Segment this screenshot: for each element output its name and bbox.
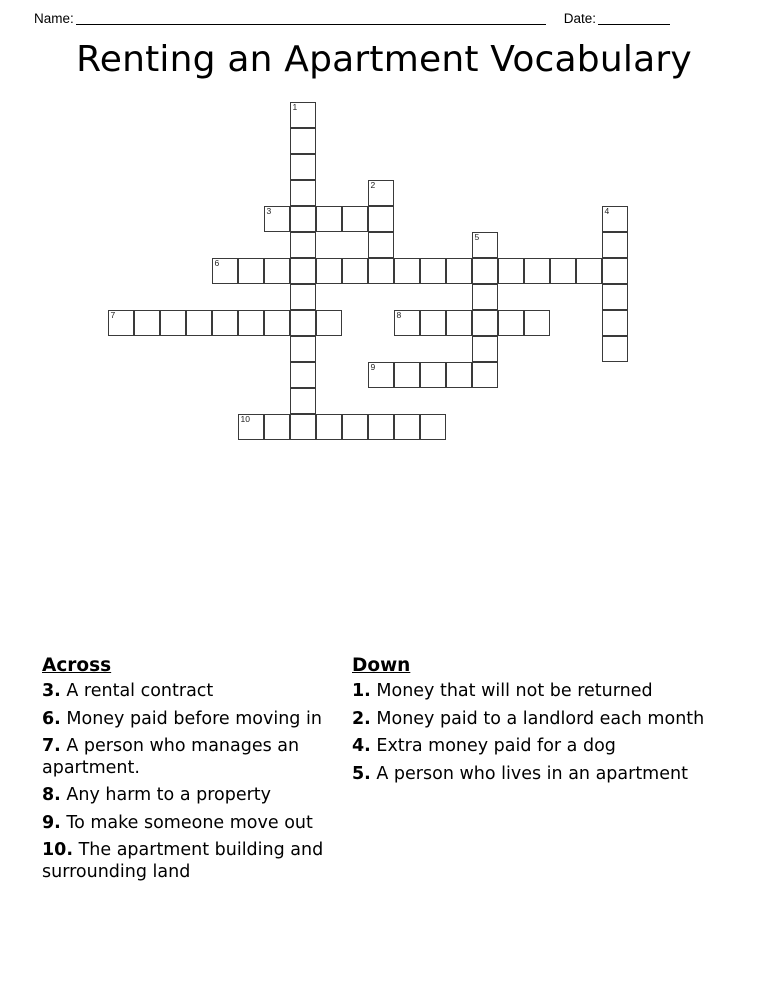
crossword-cell[interactable] <box>290 388 316 414</box>
crossword-cell[interactable] <box>472 232 498 258</box>
crossword-cell[interactable] <box>368 258 394 284</box>
crossword-cell[interactable] <box>212 310 238 336</box>
clue-text: Extra money paid for a dog <box>370 736 616 756</box>
crossword-cell[interactable] <box>446 258 472 284</box>
crossword-cell[interactable] <box>524 310 550 336</box>
page-title: Renting an Apartment Vocabulary <box>76 39 692 80</box>
crossword-cell[interactable] <box>290 414 316 440</box>
crossword-cell[interactable] <box>316 414 342 440</box>
crossword-cell[interactable] <box>160 310 186 336</box>
clue-text: Money that will not be returned <box>370 681 653 701</box>
crossword-cell-number: 7 <box>110 310 116 320</box>
clue-text: Money paid before moving in <box>60 708 322 729</box>
crossword-cell[interactable] <box>420 362 446 388</box>
clue-across-7 <box>42 736 346 779</box>
crossword-cell[interactable] <box>264 206 290 232</box>
clue-down-2 <box>352 709 726 731</box>
crossword-cell[interactable] <box>290 362 316 388</box>
clues-section <box>0 655 768 889</box>
clue-number: 4. <box>352 736 371 756</box>
crossword-cell-number: 9 <box>370 362 376 372</box>
crossword-cell-number: 5 <box>474 232 480 242</box>
crossword-cell[interactable] <box>290 336 316 362</box>
clue-text: To make someone move out <box>60 812 313 833</box>
down-clue-list <box>352 681 726 785</box>
crossword-cell[interactable] <box>342 258 368 284</box>
clue-text: Any harm to a property <box>60 785 272 805</box>
clue-down-4 <box>352 736 726 758</box>
crossword-cell[interactable] <box>212 258 238 284</box>
crossword-cell[interactable] <box>264 414 290 440</box>
clue-text: A person who manages an apartment. <box>42 736 300 778</box>
crossword-cell[interactable] <box>576 258 602 284</box>
clue-across-6 <box>42 709 346 731</box>
crossword-cell-number: 2 <box>370 180 376 190</box>
crossword-cell[interactable] <box>134 310 160 336</box>
across-clues-column <box>0 655 346 889</box>
crossword-cell[interactable] <box>394 414 420 440</box>
crossword-cell[interactable] <box>342 206 368 232</box>
crossword-cell[interactable] <box>368 362 394 388</box>
crossword-cell[interactable] <box>602 284 628 310</box>
crossword-cell[interactable] <box>238 310 264 336</box>
crossword-cell[interactable] <box>524 258 550 284</box>
crossword-cell[interactable] <box>368 232 394 258</box>
crossword-cell[interactable] <box>238 414 264 440</box>
clue-text: A person who lives in an apartment <box>370 763 688 784</box>
clue-across-8 <box>42 785 346 807</box>
clue-down-5 <box>352 764 726 786</box>
crossword-cell[interactable] <box>420 414 446 440</box>
crossword-cell[interactable] <box>472 284 498 310</box>
crossword-cell[interactable] <box>446 310 472 336</box>
crossword-cell[interactable] <box>602 258 628 284</box>
across-clue-list <box>42 681 346 883</box>
crossword-grid <box>0 0 768 480</box>
crossword-cell[interactable] <box>290 232 316 258</box>
crossword-cell-number: 10 <box>240 414 250 424</box>
clue-number: 8. <box>42 785 61 805</box>
clue-number: 3. <box>42 681 61 701</box>
crossword-cell[interactable] <box>602 232 628 258</box>
clue-number: 1. <box>352 681 371 701</box>
clue-text: The apartment building and surrounding land <box>42 840 324 882</box>
crossword-cell[interactable] <box>602 336 628 362</box>
crossword-cell[interactable] <box>446 362 472 388</box>
crossword-cell-number: 1 <box>292 102 298 112</box>
clue-number: 10. <box>42 840 74 860</box>
across-heading: Across <box>42 655 112 676</box>
crossword-cell[interactable] <box>394 258 420 284</box>
crossword-cell[interactable] <box>394 362 420 388</box>
clue-number: 6. <box>42 708 61 729</box>
down-heading: Down <box>352 655 411 676</box>
clue-across-10 <box>42 840 346 883</box>
clue-text: A rental contract <box>60 681 214 701</box>
crossword-cell[interactable] <box>472 258 498 284</box>
crossword-cell[interactable] <box>290 284 316 310</box>
down-clues-column <box>346 655 726 791</box>
crossword-cell[interactable] <box>290 258 316 284</box>
crossword-cell[interactable] <box>602 310 628 336</box>
clue-number: 2. <box>352 708 371 729</box>
crossword-cell-number: 8 <box>396 310 402 320</box>
crossword-cell[interactable] <box>316 310 342 336</box>
clue-across-9 <box>42 813 346 835</box>
crossword-cell-number: 6 <box>214 258 220 268</box>
crossword-cell-number: 3 <box>266 206 272 216</box>
crossword-cell[interactable] <box>290 102 316 128</box>
crossword-cell[interactable] <box>316 258 342 284</box>
clue-down-1 <box>352 681 726 703</box>
crossword-cell[interactable] <box>108 310 134 336</box>
crossword-cell[interactable] <box>472 336 498 362</box>
name-label: Name: <box>34 11 74 26</box>
crossword-cell[interactable] <box>368 206 394 232</box>
crossword-cell[interactable] <box>498 258 524 284</box>
crossword-cell[interactable] <box>498 310 524 336</box>
crossword-cell[interactable] <box>394 310 420 336</box>
crossword-cell[interactable] <box>316 206 342 232</box>
crossword-cell[interactable] <box>420 310 446 336</box>
crossword-cell[interactable] <box>290 128 316 154</box>
clue-across-3 <box>42 681 346 703</box>
clue-text: Money paid to a landlord each month <box>370 708 705 729</box>
crossword-cell[interactable] <box>472 362 498 388</box>
crossword-cell[interactable] <box>264 310 290 336</box>
crossword-cell[interactable] <box>290 180 316 206</box>
crossword-cell[interactable] <box>186 310 212 336</box>
crossword-cell[interactable] <box>420 258 446 284</box>
crossword-cell-number: 4 <box>604 206 610 216</box>
crossword-cell[interactable] <box>342 414 368 440</box>
clue-number: 5. <box>352 763 371 784</box>
crossword-cell[interactable] <box>602 206 628 232</box>
crossword-cell[interactable] <box>264 258 290 284</box>
crossword-cell[interactable] <box>290 206 316 232</box>
crossword-cell[interactable] <box>238 258 264 284</box>
crossword-cell[interactable] <box>290 310 316 336</box>
crossword-cell[interactable] <box>368 180 394 206</box>
clue-number: 9. <box>42 812 61 833</box>
clue-number: 7. <box>42 736 61 756</box>
crossword-cell[interactable] <box>472 310 498 336</box>
crossword-cell[interactable] <box>550 258 576 284</box>
date-label: Date: <box>563 11 597 26</box>
crossword-cell[interactable] <box>368 414 394 440</box>
crossword-cell[interactable] <box>290 154 316 180</box>
